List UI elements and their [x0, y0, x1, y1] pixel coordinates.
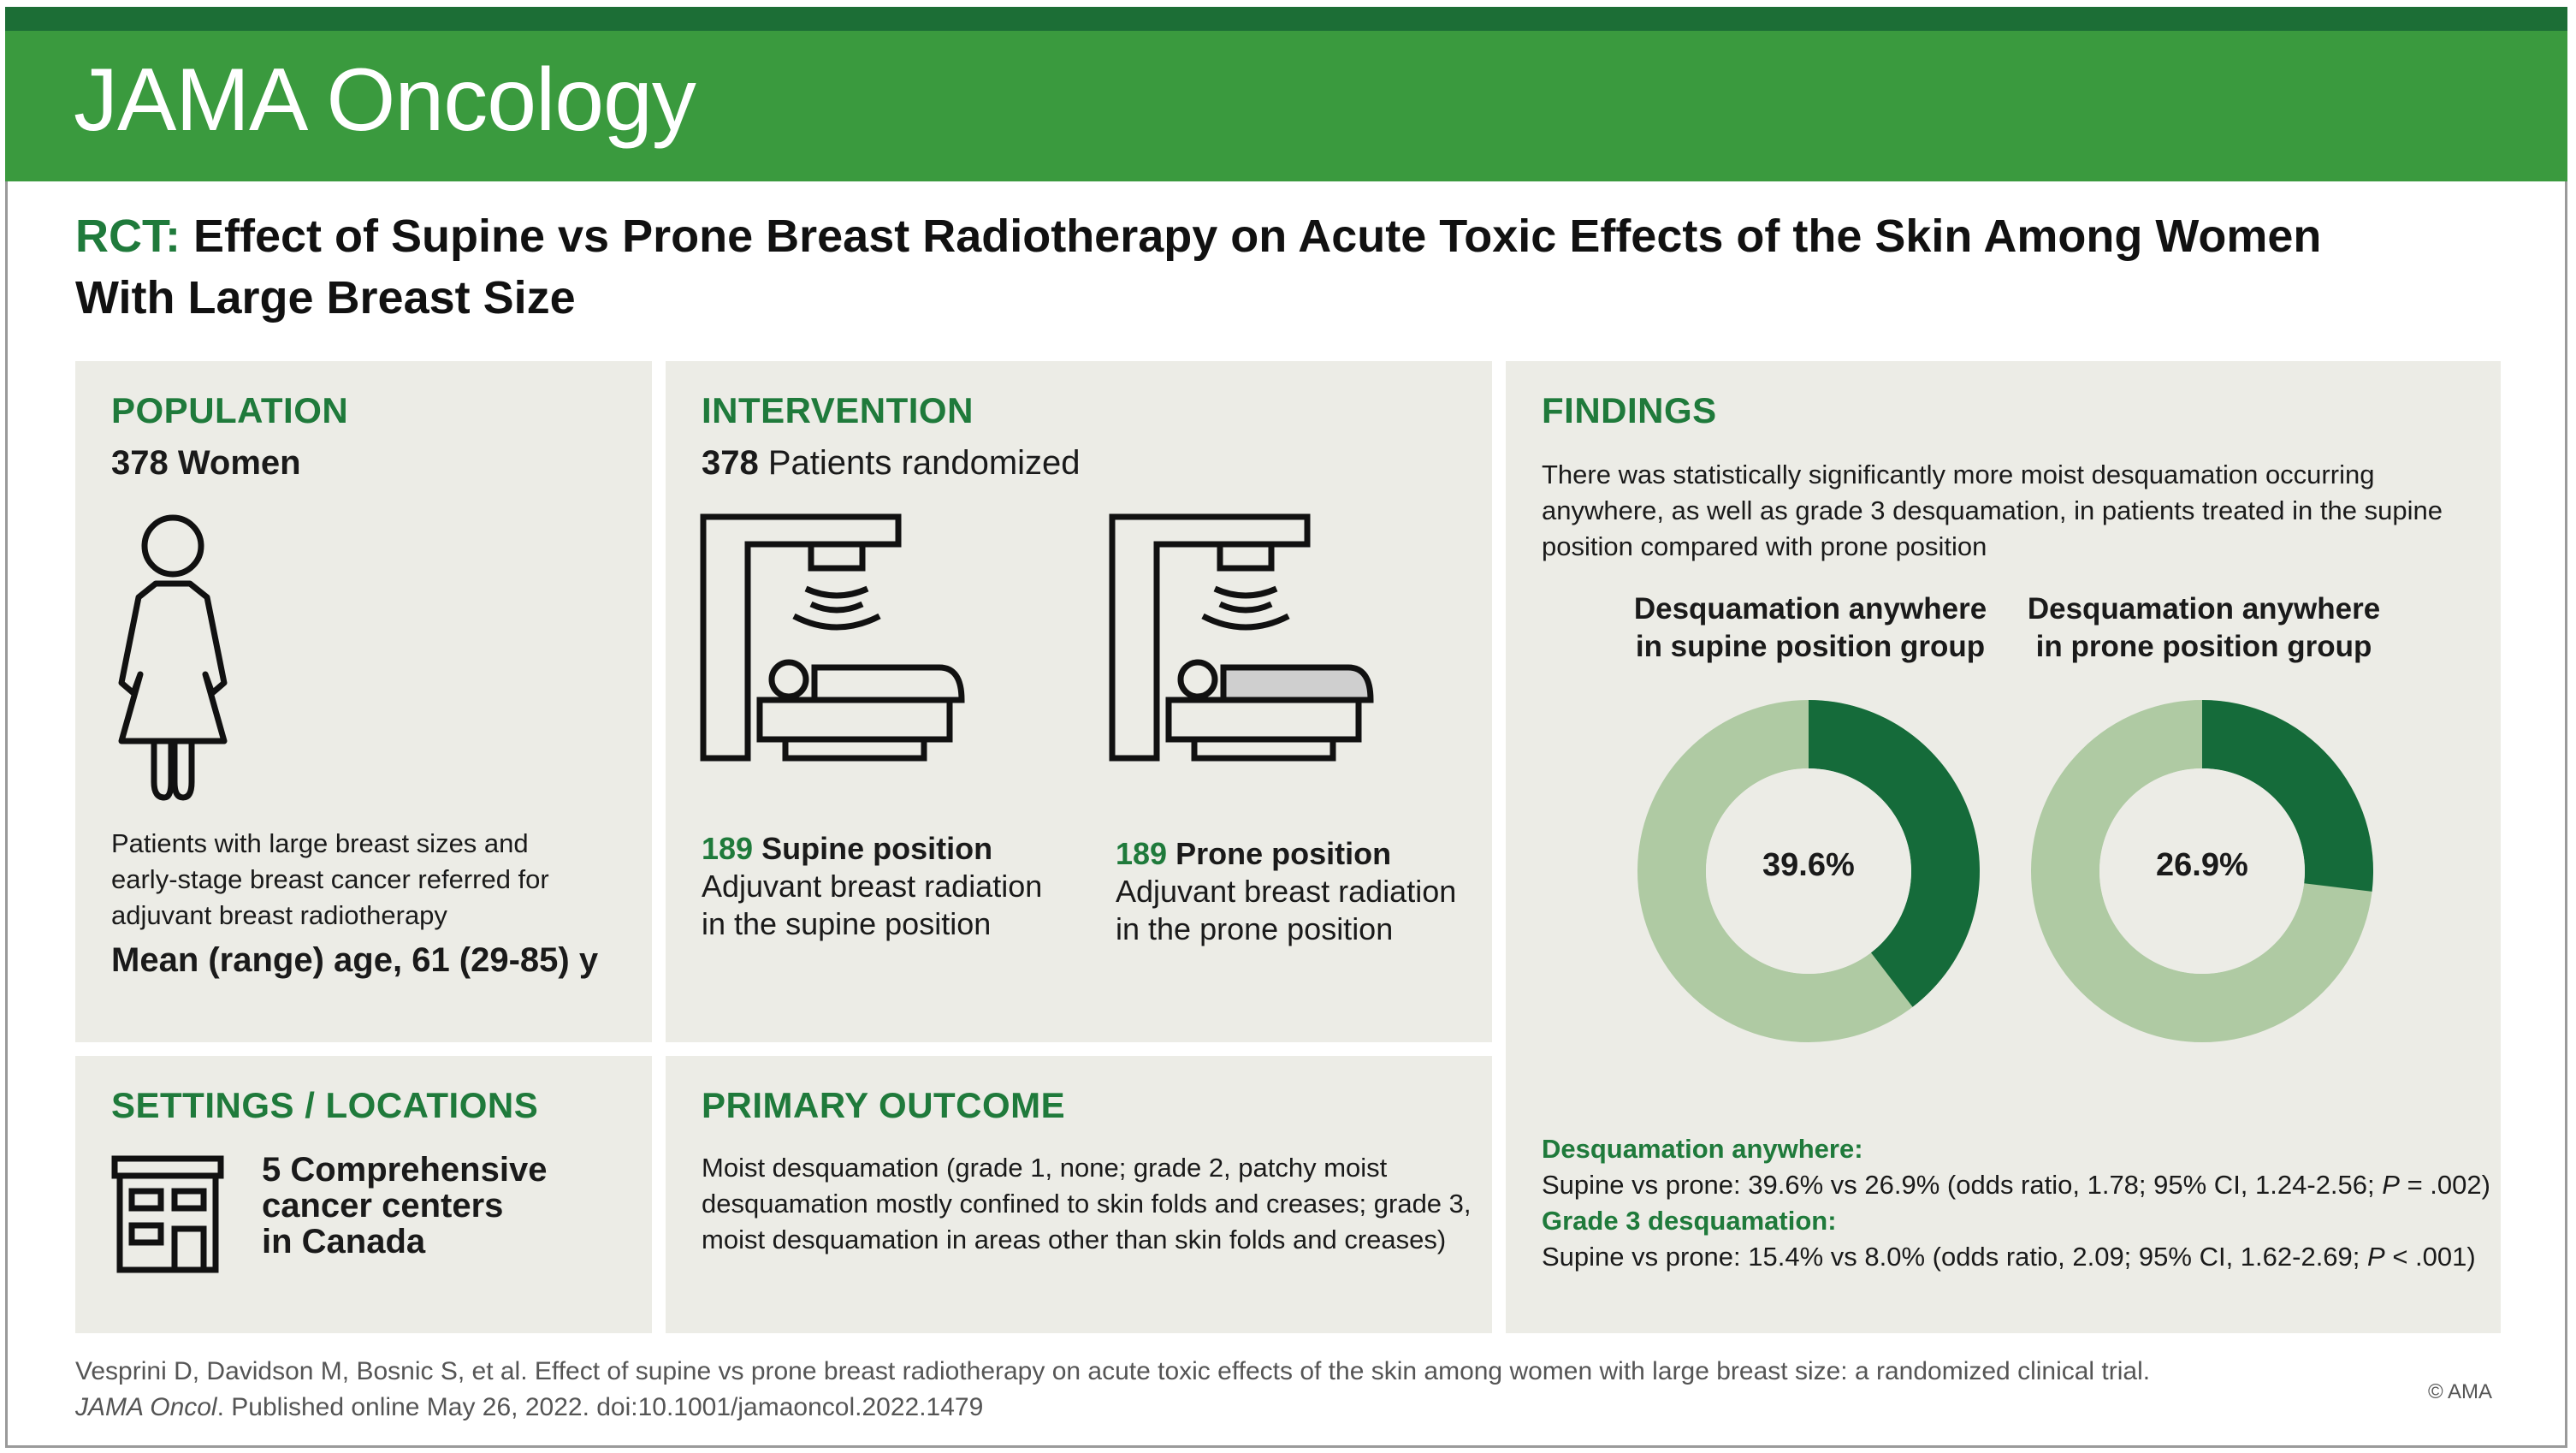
header-stripe — [5, 7, 2567, 31]
findings-results — [1542, 1131, 2491, 1275]
result-1-tail: = .002) — [2399, 1170, 2490, 1200]
population-age: Mean (range) age, 61 (29-85) y — [111, 941, 599, 979]
result-1-p: P — [2382, 1170, 2400, 1200]
population-heading: POPULATION — [111, 390, 349, 430]
chart-2-title — [1999, 590, 2409, 666]
supine-arm — [702, 830, 1078, 943]
donut-charts — [1626, 685, 2395, 1061]
title-prefix: RCT: — [75, 211, 181, 262]
building-icon — [111, 1155, 224, 1273]
prone-label: Prone position — [1175, 836, 1392, 871]
settings-line-2: cancer centers — [262, 1187, 504, 1225]
chart-1-title-line-1: Desquamation anywhere — [1633, 592, 1987, 626]
settings-text — [262, 1152, 547, 1260]
settings-line-3: in Canada — [262, 1223, 426, 1260]
citation — [75, 1354, 2385, 1426]
page-title — [75, 205, 2385, 329]
intervention-heading: INTERVENTION — [702, 390, 974, 430]
result-1-heading: Desquamation anywhere: — [1542, 1134, 1863, 1164]
supine-desc-2: in the supine position — [702, 906, 992, 941]
intervention-count-num: 378 — [702, 444, 759, 482]
title-text: Effect of Supine vs Prone Breast Radiotherapy on Acute Toxic Effects of the Skin Among Women With Large Breast Size — [75, 211, 2322, 323]
findings-heading: FINDINGS — [1542, 390, 1717, 430]
radiotherapy-machine-prone-icon — [1109, 513, 1400, 763]
supine-desc-1: Adjuvant breast radiation — [702, 869, 1043, 904]
findings-summary: There was statistically significantly more moist desquamation occurring anywhere, as well as grade 3 desquamation, in patients treated in the supine position compared with prone position — [1542, 460, 2443, 561]
population-description: Patients with large breast sizes and early-stage breast cancer referred for adjuvant breast radiotherapy — [111, 828, 549, 930]
result-2-p: P — [2367, 1242, 2385, 1272]
population-count: 378 Women — [111, 444, 301, 482]
result-2-heading: Grade 3 desquamation: — [1542, 1206, 1837, 1236]
supine-count: 189 — [702, 831, 754, 866]
outcome-text: Moist desquamation (grade 1, none; grade 2, patchy moist desquamation mostly confined to skin folds and creases; grade 3, moist desquamation in areas other than skin folds and creases) — [702, 1153, 1472, 1254]
prone-count: 189 — [1116, 836, 1168, 871]
chart-2-title-line-1: Desquamation anywhere — [2027, 592, 2381, 626]
radiotherapy-machine-supine-icon — [700, 513, 991, 763]
prone-desc-2: in the prone position — [1116, 911, 1394, 946]
prone-desc-1: Adjuvant breast radiation — [1116, 874, 1457, 909]
settings-heading: SETTINGS / LOCATIONS — [111, 1085, 539, 1125]
chart-1-title-line-2: in supine position group — [1635, 630, 1986, 663]
woman-icon — [104, 512, 241, 806]
prone-arm — [1116, 835, 1475, 948]
citation-line-1: Vesprini D, Davidson M, Bosnic S, et al. Effect of supine vs prone breast radiotherapy on acute toxic effects of the skin among women with large breast size: a randomized clinical trial. — [75, 1357, 2151, 1385]
chart-2-value-label: 26.9% — [2156, 847, 2248, 883]
intervention-count-text: Patients randomized — [767, 444, 1081, 482]
settings-line-1: 5 Comprehensive — [262, 1151, 548, 1189]
chart-1-value-label: 39.6% — [1762, 847, 1855, 883]
citation-line-2 — [75, 1390, 2385, 1426]
journal-title: JAMA Oncology — [74, 50, 696, 150]
supine-label: Supine position — [761, 831, 993, 866]
result-2-tail: < .001) — [2384, 1242, 2476, 1272]
chart-1-title — [1605, 590, 2016, 666]
citation-journal: JAMA Oncol — [75, 1393, 217, 1421]
intervention-count — [702, 445, 1081, 481]
result-2-body: Supine vs prone: 15.4% vs 8.0% (odds ratio, 2.09; 95% CI, 1.62-2.69; — [1542, 1242, 2368, 1272]
citation-details: . Published online May 26, 2022. doi:10.1001/jamaoncol.2022.1479 — [216, 1393, 984, 1421]
outcome-heading: PRIMARY OUTCOME — [702, 1085, 1066, 1125]
result-1-body: Supine vs prone: 39.6% vs 26.9% (odds ratio, 1.78; 95% CI, 1.24-2.56; — [1542, 1170, 2383, 1200]
copyright: © AMA — [2428, 1380, 2493, 1403]
chart-2-title-line-2: in prone position group — [2035, 630, 2372, 663]
result-1-text — [1542, 1167, 2491, 1203]
result-2-text — [1542, 1239, 2491, 1275]
